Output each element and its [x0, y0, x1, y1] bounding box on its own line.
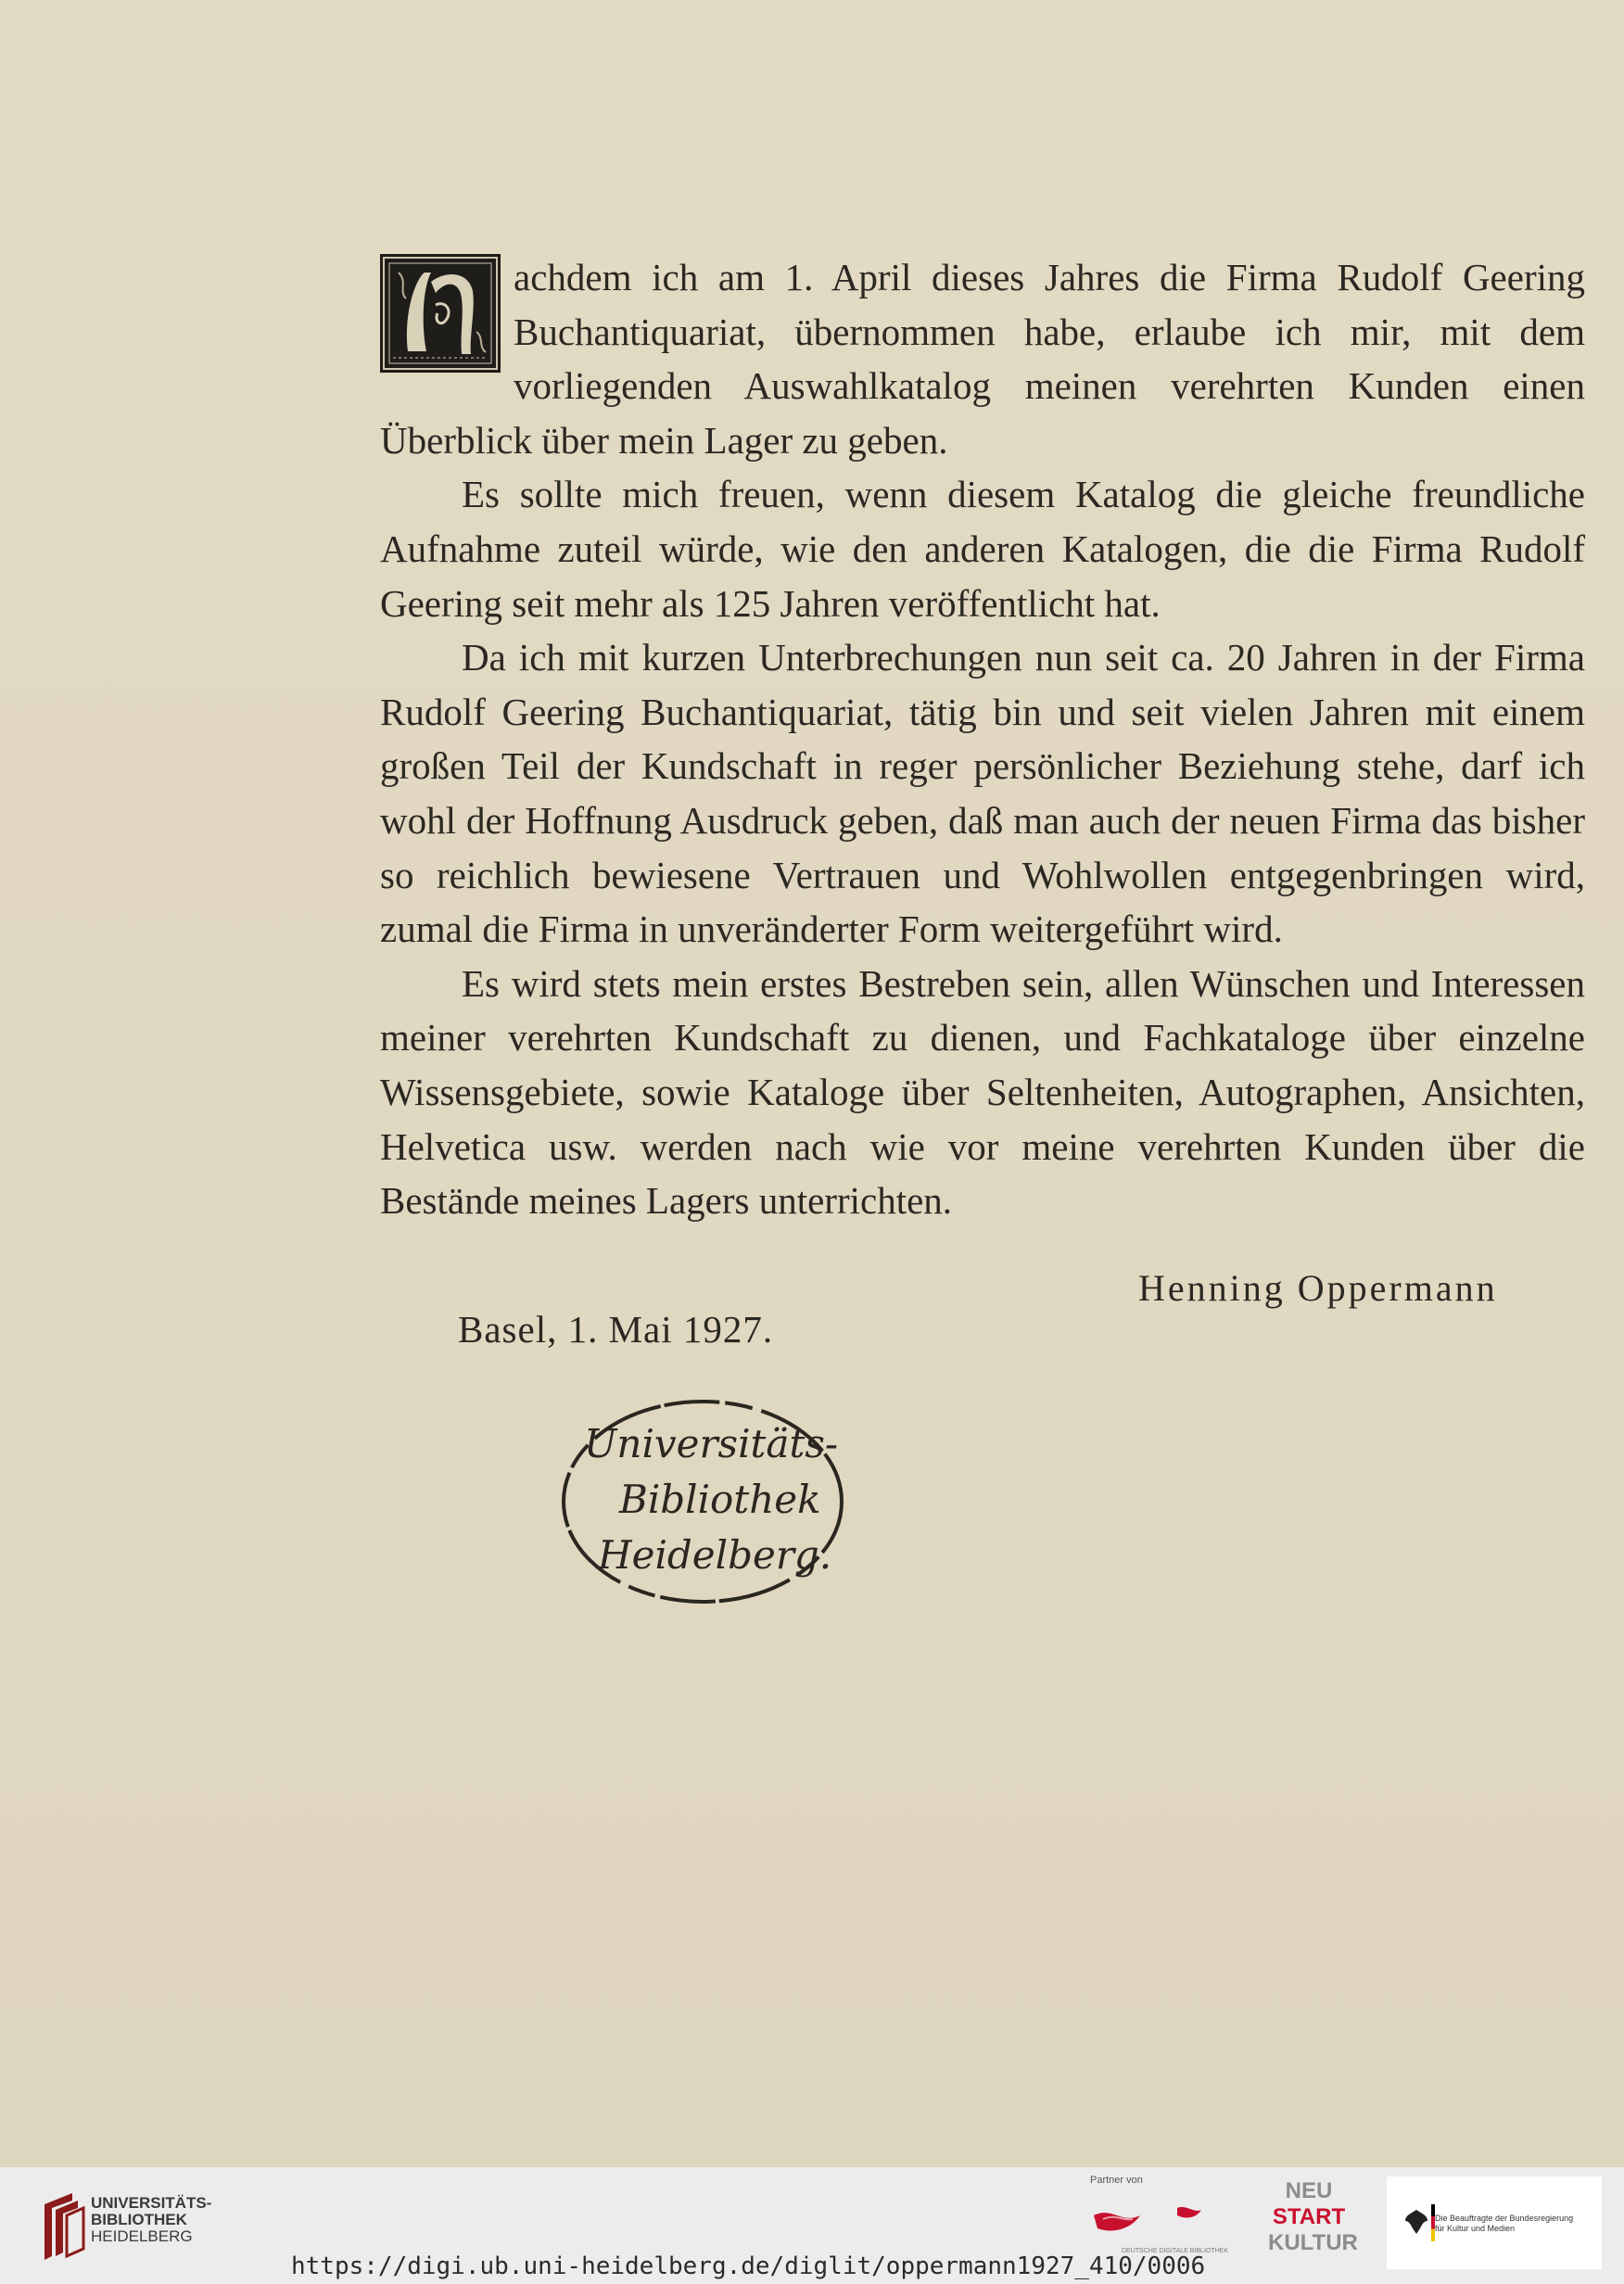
ub-name-line-2: BIBLIOTHEK [91, 2211, 187, 2228]
bkm-text [1435, 2214, 1573, 2234]
permalink-url[interactable]: https://digi.ub.uni-heidelberg.de/diglit/oppermann1927_410/0006 [291, 2252, 1206, 2280]
paragraph-3: Da ich mit kurzen Unterbrechungen nun seit ca. 20 Jahren in der Firma Rudolf Geering Buchantiquariat, tätig bin und seit vielen Jahren mit einem großen Teil der Kundschaft in reger persönlicher Beziehung stehe, darf ich wohl der Hoffnung Ausdruck geben, daß man auch der neuen Firma das bisher so reichlich bewiesene Vertrauen und Wohlwollen entgegenbringen wird, zumal die Firma in unveränderter Form weitergeführt wird. [380, 636, 1585, 951]
drop-cap-ornament [380, 254, 501, 373]
ub-name-line-3: HEIDELBERG [91, 2227, 193, 2245]
neustart-kultur-logo[interactable] [1268, 2178, 1358, 2267]
ub-name-line-1: UNIVERSITÄTS- [91, 2194, 212, 2212]
paragraph-4: Es wird stets mein erstes Bestreben sein, allen Wünschen und Interessen meiner verehrten Kundschaft zu dienen, und Fachkataloge über einzelne Wissensgebiete, sowie Kataloge über Seltenheiten, Autographen, Ansichten, Helvetica usw. werden nach wie vor meine verehrten Kunden über die Bestände meines Lagers unterrichten. [380, 961, 1585, 1223]
neustart-line-3: KULTUR [1268, 2230, 1358, 2255]
drop-cap-initial [380, 254, 501, 373]
bkm-line-2: für Kultur und Medien [1435, 2224, 1516, 2233]
bkm-logo[interactable] [1387, 2176, 1602, 2269]
ddb-logo-icon[interactable] [1085, 2188, 1233, 2271]
stamp-line-2: Bibliothek [619, 1477, 821, 1522]
stamp-line-3: Heidelberg. [598, 1532, 832, 1578]
neustart-line-2: START [1272, 2204, 1346, 2229]
library-stamp [547, 1390, 862, 1622]
letter-body [380, 250, 1585, 1228]
stamp-line-1: Universitäts- [584, 1421, 839, 1466]
federal-eagle-icon [1403, 2208, 1429, 2236]
place-date: Basel, 1. Mai 1927. [458, 1308, 774, 1351]
ub-heidelberg-name [91, 2195, 211, 2245]
paragraph-2: Es sollte mich freuen, wenn diesem Katalog die gleiche freundliche Aufnahme zuteil würde, wie den anderen Katalogen, die die Firma Rudolf Geering seit mehr als 125 Jahren veröffentlicht hat. [380, 473, 1585, 625]
paragraph-1-text: achdem ich am 1. April dieses Jahres die Firma Rudolf Geering Buchantiquariat, übernommen habe, erlaube ich mir, mit dem vorliegenden Auswahlkatalog meinen verehrten Kunden einen Überblick über mein Lager zu geben. [380, 256, 1585, 462]
ddb-caption: DEUTSCHE DIGITALE BIBLIOTHEK [1122, 2248, 1229, 2254]
neustart-line-1: NEU [1285, 2178, 1333, 2203]
bkm-line-1: Die Beauftragte der Bundesregierung [1435, 2214, 1574, 2223]
signature: Henning Oppermann [1138, 1267, 1498, 1309]
partner-label: Partner von [1090, 2175, 1143, 2186]
paragraph-1 [380, 250, 1585, 467]
